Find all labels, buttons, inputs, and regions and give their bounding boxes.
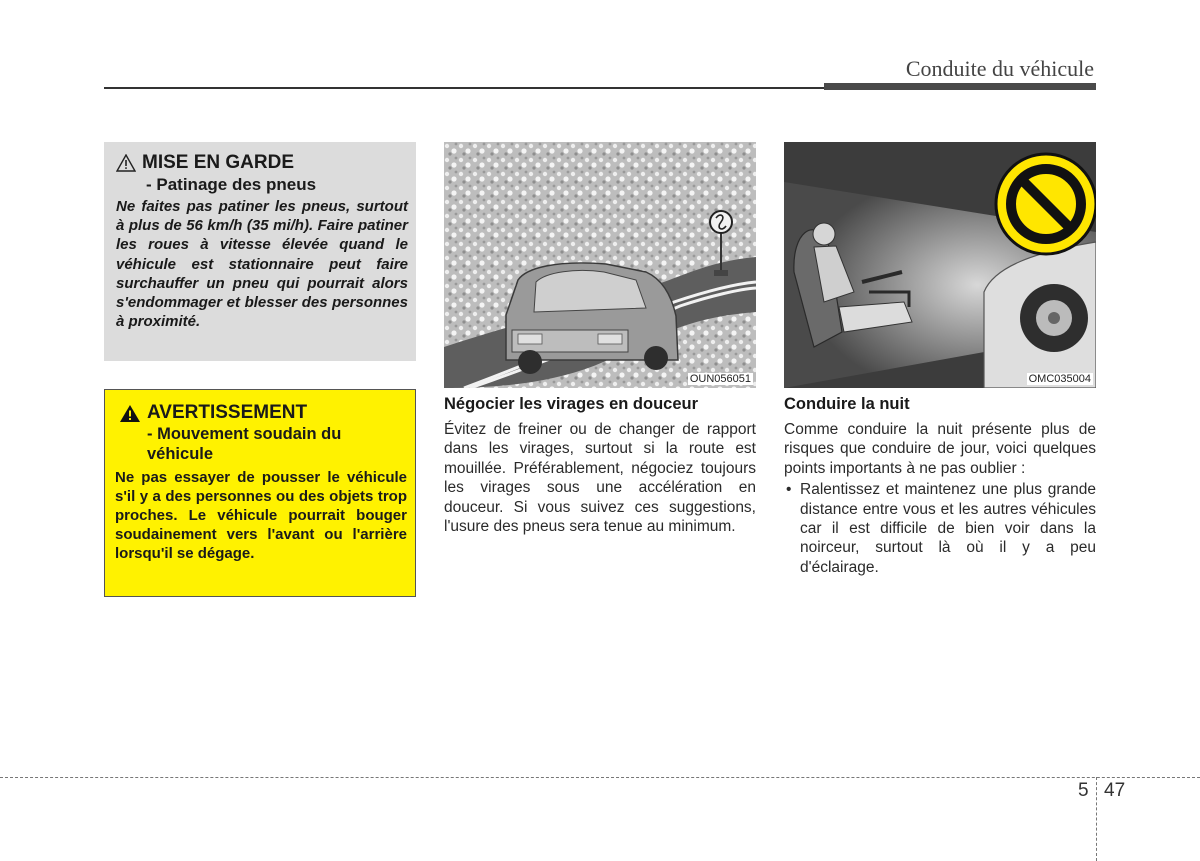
page-number: 47 [1104,780,1126,801]
winding-road-illustration [444,142,756,388]
section-heading-curves: Négocier les virages en douceur [444,395,699,413]
warning-triangle-icon [119,404,141,423]
header-rule-accent [824,83,1096,90]
caution-title-text: MISE EN GARDE [142,152,295,173]
caution-body: Ne faites pas patiner les pneus, surtout à plus de 56 km/h (35 mi/h). Faire patiner les roues à vitesse élevée quand le véhicule est stationnaire peut faire surchauffer un pneu qui pourrait alors s'endommager et blesser des personnes à proximité. [116,198,408,331]
figure-winding-road [444,142,756,388]
header-title: Conduite du véhicule [905,56,1094,81]
warning-box [104,389,416,597]
caution-box [104,142,416,361]
section-intro-night: Comme conduire la nuit présente plus de risques que conduire de jour, voici quelques points importants à ne pas oublier : [784,421,1096,477]
figure-code: OUN056051 [689,373,751,385]
footer-vertical-divider [1096,777,1097,861]
section-body-night [784,420,1096,577]
caution-subtitle: - Patinage des pneus [146,175,317,194]
list-item: • Ralentissez et maintenez une plus grande distance entre vous et les autres véhicules car il est difficile de bien voir dans la noirceur, surtout là où il y a peu d'éclairage. [784,480,1096,577]
section-body-curves: Évitez de freiner ou de changer de rapport dans les virages, surtout si la route est mouillée. Préférablement, négociez toujours les virages sous une accélération en douceur. Si vous suivez ces suggestions, l'usure des pneus sera tenue au minimum. [444,421,756,536]
caution-title [116,152,408,174]
figure-night-driving [784,142,1096,388]
caution-triangle-icon [116,154,136,172]
night-driving-illustration [784,142,1096,388]
warning-title-text: AVERTISSEMENT [147,402,308,423]
chapter-number: 5 [1078,780,1089,801]
section-heading-night: Conduire la nuit [784,395,910,413]
footer-divider [0,777,1200,778]
warning-subtitle: - Mouvement soudain du véhicule [147,425,342,463]
warning-body: Ne pas essayer de pousser le véhicule s'il y a des personnes ou des objets trop proches. Le véhicule pourrait bouger soudainement vers l'avant ou l'arrière lorsqu'il se dégage. [115,469,407,562]
figure-code: OMC035004 [1028,373,1091,385]
warning-title [115,402,407,424]
bullet-list [784,480,1096,577]
